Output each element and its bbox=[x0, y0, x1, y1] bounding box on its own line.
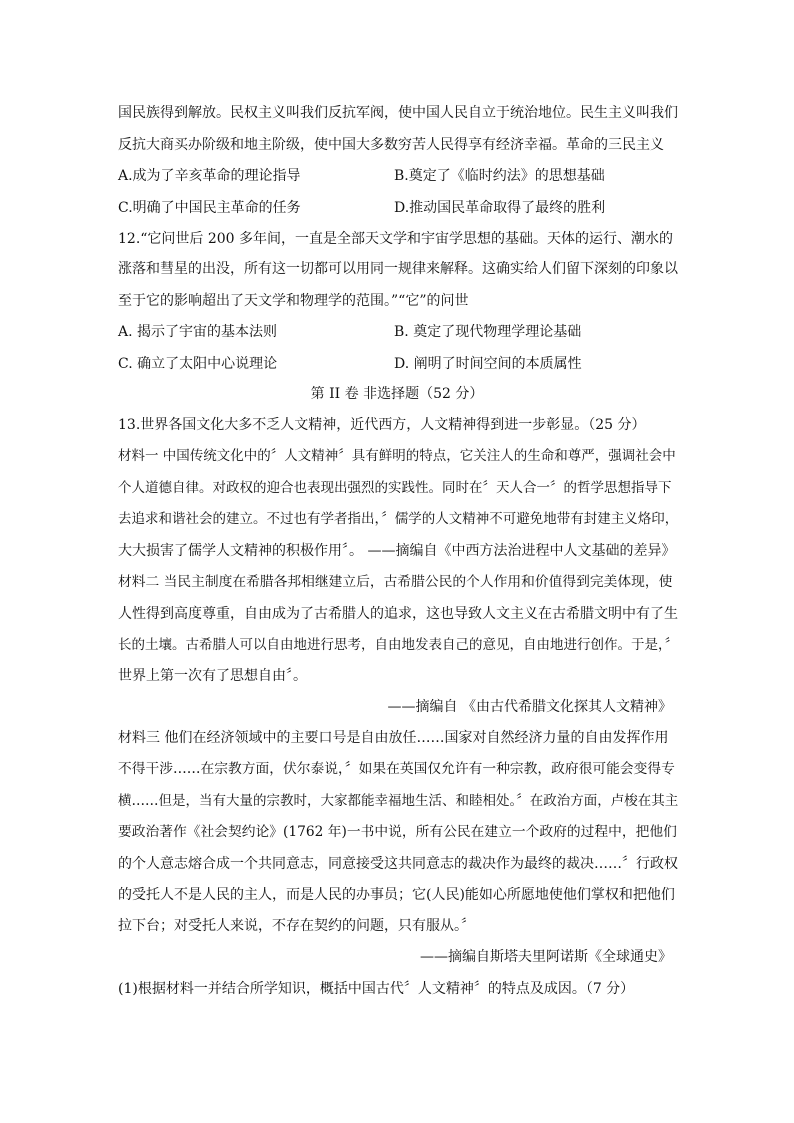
q13-material3-line-4: 要政治著作《社会契约论》(1762 年)一书中说，所有公民在建立一个政府的过程中，把他们 bbox=[118, 824, 677, 840]
q13-material1-line-4: 大大损害了儒学人文精神的积极作用〞。 ——摘编自《中西方法治进程中人文基础的差异》 bbox=[118, 543, 676, 559]
q13-material3-source: ——摘编自斯塔夫里阿诺斯《全球通史》 bbox=[420, 949, 672, 965]
q12-text-line-3: 至于它的影响超出了天文学和物理学的范围。”“它”的问世 bbox=[118, 293, 469, 309]
q13-material2-line-1: 材料二 当民主制度在希腊各邦相继建立后，古希腊公民的个人作用和价值得到完美体现，使 bbox=[118, 574, 673, 590]
q11-option-c: C.明确了中国民主革命的任务 bbox=[118, 200, 301, 216]
q13-material2-line-2: 人性得到高度尊重，自由成为了古希腊人的追求，这也导致人文主义在古希腊文明中有了生 bbox=[118, 606, 678, 622]
q13-material2-line-4: 世界上第一次有了思想自由〞。 bbox=[118, 668, 307, 684]
q11-text-line-2: 反抗大商买办阶级和地主阶级，使中国大多数穷苦人民得享有经济幸福。革命的三民主义 bbox=[118, 137, 664, 153]
q13-stem: 13.世界各国文化大多不乏人文精神，近代西方，人文精神得到进一步彰显。（25 分） bbox=[118, 417, 646, 433]
q12-text-line-2: 涨落和彗星的出没，所有这一切都可以用同一规律来解释。这确实给人们留下深刻的印象以 bbox=[118, 261, 678, 277]
q12-option-a: A. 揭示了宇宙的基本法则 bbox=[118, 324, 278, 340]
q13-material3-line-7: 拉下台；对受托人来说，不存在契约的问题，只有服从。〞 bbox=[118, 918, 475, 934]
q12-option-d: D. 阐明了时间空间的本质属性 bbox=[394, 356, 582, 372]
q13-subquestion-1: (1)根据材料一并结合所学知识，概括中国古代〞人文精神〞的特点及成因。（7 分） bbox=[118, 981, 635, 997]
q13-material2-line-3: 长的土壤。古希腊人可以自由地进行思考，自由地发表自己的意见，自由地进行创作。于是，〞 bbox=[118, 637, 679, 653]
q13-material3-line-6: 的受托人不是人民的主人，而是人民的办事员；它(人民)能如心所愿地使他们掌权和把他们 bbox=[118, 887, 675, 903]
q11-text-line-1: 国民族得到解放。民权主义叫我们反抗军阀，使中国人民自立于统治地位。民生主义叫我们 bbox=[118, 105, 678, 121]
q12-text-line-1: 12.“它问世后 200 多年间，一直是全部天文学和宇宙学思想的基础。天体的运行、潮水的 bbox=[118, 231, 674, 247]
q13-material1-line-1: 材料一 中国传统文化中的〞人文精神〞具有鲜明的特点，它关注人的生命和尊严，强调社会中 bbox=[118, 448, 676, 464]
q13-material3-line-5: 的个人意志熔合成一个共同意志，同意接受这共同意志的裁决作为最终的裁决……〞行政权 bbox=[118, 856, 678, 872]
q13-material1-line-2: 个人道德自律。对政权的迎合也表现出强烈的实践性。同时在〞天人合一〞的哲学思想指导下 bbox=[118, 480, 672, 496]
q11-option-a: A.成为了辛亥革命的理论指导 bbox=[118, 168, 301, 184]
section-title: 第 II 卷 非选择题（52 分） bbox=[310, 386, 484, 402]
q13-material3-line-1: 材料三 他们在经济领域中的主要口号是自由放任……国家对自然经济力量的自由发挥作用 bbox=[118, 730, 669, 746]
q13-material3-line-3: 横……但是，当有大量的宗教时，大家都能幸福地生活、和睦相处。〞在政治方面，卢梭在其主 bbox=[118, 793, 679, 809]
q11-option-b: B.奠定了《临时约法》的思想基础 bbox=[394, 168, 605, 184]
q13-material3-line-2: 不得干涉……在宗教方面，伏尔泰说，〞如果在英国仅允许有一种宗教，政府很可能会变得专 bbox=[118, 761, 675, 777]
q13-material1-line-3: 去追求和谐社会的建立。不过也有学者指出，〞儒学的人文精神不可避免地带有封建主义烙印， bbox=[118, 511, 679, 527]
q12-option-c: C. 确立了太阳中心说理论 bbox=[118, 356, 278, 372]
q12-option-b: B. 奠定了现代物理学理论基础 bbox=[394, 324, 582, 340]
q13-material2-source: ——摘编自 《由古代希腊文化探其人文精神》 bbox=[387, 699, 672, 715]
q11-option-d: D.推动国民革命取得了最终的胜利 bbox=[394, 200, 606, 216]
